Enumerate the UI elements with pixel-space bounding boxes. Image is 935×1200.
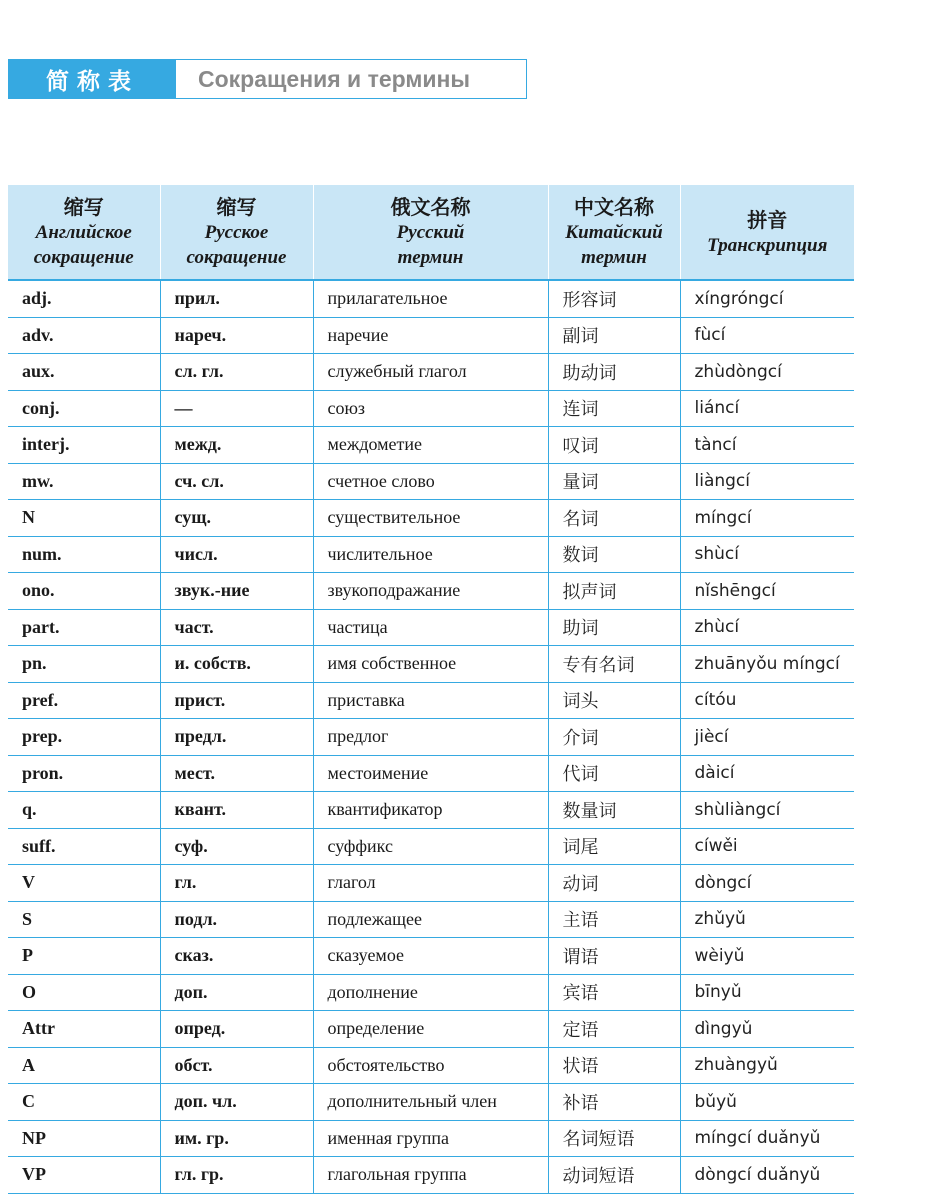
- pinyin-cell: míngcí duǎnyǔ: [680, 1120, 854, 1157]
- chinese-term-cell: 词尾: [548, 828, 680, 865]
- pinyin-cell: zhuānyǒu míngcí: [680, 646, 854, 683]
- chinese-term-cell: 副词: [548, 317, 680, 354]
- column-header-zh: 拼音: [747, 207, 788, 232]
- column-header-ru-line: Китайский: [565, 222, 663, 243]
- english-abbr-cell: prep.: [8, 719, 160, 756]
- russian-abbr-cell: межд.: [160, 427, 313, 464]
- pinyin-cell: dàicí: [680, 755, 854, 792]
- column-header-zh: 缩写: [216, 195, 257, 219]
- chinese-term-cell: 专有名词: [548, 646, 680, 683]
- russian-abbr-cell: сч. сл.: [160, 463, 313, 500]
- chinese-term-cell: 补语: [548, 1084, 680, 1121]
- russian-abbr-cell: числ.: [160, 536, 313, 573]
- russian-term-cell: дополнение: [313, 974, 548, 1011]
- russian-term-cell: служебный глагол: [313, 354, 548, 391]
- table-row: [8, 609, 854, 646]
- pinyin-cell: liáncí: [680, 390, 854, 427]
- russian-term-cell: имя собственное: [313, 646, 548, 683]
- table-row: [8, 646, 854, 683]
- column-header-ru-line: Русское: [204, 222, 269, 243]
- column-header-ru-line: термин: [581, 247, 647, 268]
- english-abbr-cell: A: [8, 1047, 160, 1084]
- russian-abbr-cell: част.: [160, 609, 313, 646]
- russian-term-cell: междометие: [313, 427, 548, 464]
- russian-term-cell: союз: [313, 390, 548, 427]
- russian-abbr-cell: гл.: [160, 865, 313, 902]
- chinese-term-cell: 数词: [548, 536, 680, 573]
- english-abbr-cell: V: [8, 865, 160, 902]
- english-abbr-cell: C: [8, 1084, 160, 1121]
- russian-abbr-cell: нареч.: [160, 317, 313, 354]
- english-abbr-cell: part.: [8, 609, 160, 646]
- pinyin-cell: bǔyǔ: [680, 1084, 854, 1121]
- pinyin-cell: xíngróngcí: [680, 280, 854, 317]
- table-row: [8, 901, 854, 938]
- russian-term-cell: звукоподражание: [313, 573, 548, 610]
- chinese-term-cell: 形容词: [548, 280, 680, 317]
- pinyin-cell: shùcí: [680, 536, 854, 573]
- english-abbr-cell: S: [8, 901, 160, 938]
- pinyin-cell: bīnyǔ: [680, 974, 854, 1011]
- pinyin-cell: dòngcí duǎnyǔ: [680, 1157, 854, 1194]
- english-abbr-cell: adv.: [8, 317, 160, 354]
- table-row: [8, 463, 854, 500]
- russian-abbr-cell: и. собств.: [160, 646, 313, 683]
- chinese-term-cell: 动词短语: [548, 1157, 680, 1194]
- column-header-russian-abbr: [160, 185, 313, 280]
- pinyin-cell: dìngyǔ: [680, 1011, 854, 1048]
- column-header-ru-line: термин: [397, 247, 464, 268]
- russian-term-cell: наречие: [313, 317, 548, 354]
- table-row: [8, 865, 854, 902]
- english-abbr-cell: interj.: [8, 427, 160, 464]
- column-header-ru-line: Транскрипция: [707, 234, 828, 256]
- column-header-pinyin: [680, 185, 854, 280]
- russian-term-cell: местоимение: [313, 755, 548, 792]
- table-row: [8, 974, 854, 1011]
- column-header-ru-line: сокращение: [33, 247, 134, 268]
- column-header-ru-line: Английское: [35, 222, 132, 243]
- pinyin-cell: zhùdòngcí: [680, 354, 854, 391]
- table-row: [8, 938, 854, 975]
- russian-abbr-cell: доп. чл.: [160, 1084, 313, 1121]
- russian-abbr-cell: подл.: [160, 901, 313, 938]
- table-row: [8, 1157, 854, 1194]
- english-abbr-cell: num.: [8, 536, 160, 573]
- chinese-term-cell: 名词: [548, 500, 680, 537]
- pinyin-cell: zhuàngyǔ: [680, 1047, 854, 1084]
- section-title-zh: 简称表: [9, 60, 176, 98]
- table-row: [8, 427, 854, 464]
- russian-abbr-cell: сл. гл.: [160, 354, 313, 391]
- table-row: [8, 755, 854, 792]
- column-header-chinese-term: [548, 185, 680, 280]
- table-row: [8, 390, 854, 427]
- table-row: [8, 719, 854, 756]
- english-abbr-cell: VP: [8, 1157, 160, 1194]
- english-abbr-cell: NP: [8, 1120, 160, 1157]
- russian-term-cell: дополнительный член: [313, 1084, 548, 1121]
- russian-term-cell: прилагательное: [313, 280, 548, 317]
- russian-term-cell: определение: [313, 1011, 548, 1048]
- table-row: [8, 1047, 854, 1084]
- russian-term-cell: именная группа: [313, 1120, 548, 1157]
- english-abbr-cell: pn.: [8, 646, 160, 683]
- table-row: [8, 828, 854, 865]
- english-abbr-cell: P: [8, 938, 160, 975]
- russian-abbr-cell: суф.: [160, 828, 313, 865]
- russian-abbr-cell: опред.: [160, 1011, 313, 1048]
- column-header-ru-line: сокращение: [186, 247, 287, 268]
- english-abbr-cell: pron.: [8, 755, 160, 792]
- english-abbr-cell: q.: [8, 792, 160, 829]
- russian-abbr-cell: —: [160, 390, 313, 427]
- english-abbr-cell: conj.: [8, 390, 160, 427]
- russian-term-cell: обстоятельство: [313, 1047, 548, 1084]
- russian-term-cell: предлог: [313, 719, 548, 756]
- russian-term-cell: сказуемое: [313, 938, 548, 975]
- russian-abbr-cell: прист.: [160, 682, 313, 719]
- table-row: [8, 573, 854, 610]
- table-row: [8, 280, 854, 317]
- english-abbr-cell: adj.: [8, 280, 160, 317]
- chinese-term-cell: 名词短语: [548, 1120, 680, 1157]
- russian-abbr-cell: мест.: [160, 755, 313, 792]
- russian-term-cell: квантификатор: [313, 792, 548, 829]
- chinese-term-cell: 词头: [548, 682, 680, 719]
- english-abbr-cell: N: [8, 500, 160, 537]
- column-header-zh: 中文名称: [574, 195, 654, 219]
- russian-abbr-cell: гл. гр.: [160, 1157, 313, 1194]
- russian-term-cell: подлежащее: [313, 901, 548, 938]
- table-row: [8, 536, 854, 573]
- english-abbr-cell: aux.: [8, 354, 160, 391]
- pinyin-cell: fùcí: [680, 317, 854, 354]
- russian-abbr-cell: сущ.: [160, 500, 313, 537]
- chinese-term-cell: 代词: [548, 755, 680, 792]
- table-row: [8, 1084, 854, 1121]
- column-header-ru-line: Русский: [396, 222, 465, 243]
- pinyin-cell: zhùcí: [680, 609, 854, 646]
- pinyin-cell: míngcí: [680, 500, 854, 537]
- english-abbr-cell: ono.: [8, 573, 160, 610]
- russian-abbr-cell: прил.: [160, 280, 313, 317]
- pinyin-cell: shùliàngcí: [680, 792, 854, 829]
- russian-abbr-cell: сказ.: [160, 938, 313, 975]
- pinyin-cell: cítóu: [680, 682, 854, 719]
- russian-term-cell: приставка: [313, 682, 548, 719]
- russian-term-cell: числительное: [313, 536, 548, 573]
- pinyin-cell: tàncí: [680, 427, 854, 464]
- russian-term-cell: глагол: [313, 865, 548, 902]
- pinyin-cell: nǐshēngcí: [680, 573, 854, 610]
- pinyin-cell: dòngcí: [680, 865, 854, 902]
- chinese-term-cell: 连词: [548, 390, 680, 427]
- table-header: [8, 185, 854, 280]
- russian-term-cell: счетное слово: [313, 463, 548, 500]
- column-header-zh: 缩写: [63, 195, 104, 219]
- russian-term-cell: частица: [313, 609, 548, 646]
- pinyin-cell: liàngcí: [680, 463, 854, 500]
- table-row: [8, 682, 854, 719]
- chinese-term-cell: 主语: [548, 901, 680, 938]
- chinese-term-cell: 拟声词: [548, 573, 680, 610]
- table-row: [8, 354, 854, 391]
- russian-term-cell: глагольная группа: [313, 1157, 548, 1194]
- english-abbr-cell: O: [8, 974, 160, 1011]
- english-abbr-cell: mw.: [8, 463, 160, 500]
- russian-abbr-cell: обст.: [160, 1047, 313, 1084]
- russian-abbr-cell: квант.: [160, 792, 313, 829]
- pinyin-cell: cíwěi: [680, 828, 854, 865]
- chinese-term-cell: 宾语: [548, 974, 680, 1011]
- table-row: [8, 1120, 854, 1157]
- chinese-term-cell: 动词: [548, 865, 680, 902]
- chinese-term-cell: 量词: [548, 463, 680, 500]
- english-abbr-cell: suff.: [8, 828, 160, 865]
- russian-abbr-cell: им. гр.: [160, 1120, 313, 1157]
- pinyin-cell: zhǔyǔ: [680, 901, 854, 938]
- table-row: [8, 500, 854, 537]
- pinyin-cell: jiècí: [680, 719, 854, 756]
- chinese-term-cell: 介词: [548, 719, 680, 756]
- chinese-term-cell: 助动词: [548, 354, 680, 391]
- column-header-english-abbr: [8, 185, 160, 280]
- chinese-term-cell: 助词: [548, 609, 680, 646]
- english-abbr-cell: pref.: [8, 682, 160, 719]
- chinese-term-cell: 定语: [548, 1011, 680, 1048]
- header-row: [8, 185, 854, 280]
- english-abbr-cell: Attr: [8, 1011, 160, 1048]
- chinese-term-cell: 叹词: [548, 427, 680, 464]
- russian-term-cell: существительное: [313, 500, 548, 537]
- chinese-term-cell: 状语: [548, 1047, 680, 1084]
- russian-term-cell: суффикс: [313, 828, 548, 865]
- table-row: [8, 317, 854, 354]
- table-row: [8, 1011, 854, 1048]
- russian-abbr-cell: доп.: [160, 974, 313, 1011]
- column-header-zh: 俄文名称: [390, 195, 471, 219]
- russian-abbr-cell: предл.: [160, 719, 313, 756]
- chinese-term-cell: 谓语: [548, 938, 680, 975]
- abbreviations-table: [8, 185, 854, 1194]
- russian-abbr-cell: звук.-ние: [160, 573, 313, 610]
- table-body: [8, 280, 854, 1193]
- section-header: [8, 59, 527, 99]
- column-header-russian-term: [313, 185, 548, 280]
- chinese-term-cell: 数量词: [548, 792, 680, 829]
- pinyin-cell: wèiyǔ: [680, 938, 854, 975]
- section-title-ru: Сокращения и термины: [198, 65, 471, 92]
- table-row: [8, 792, 854, 829]
